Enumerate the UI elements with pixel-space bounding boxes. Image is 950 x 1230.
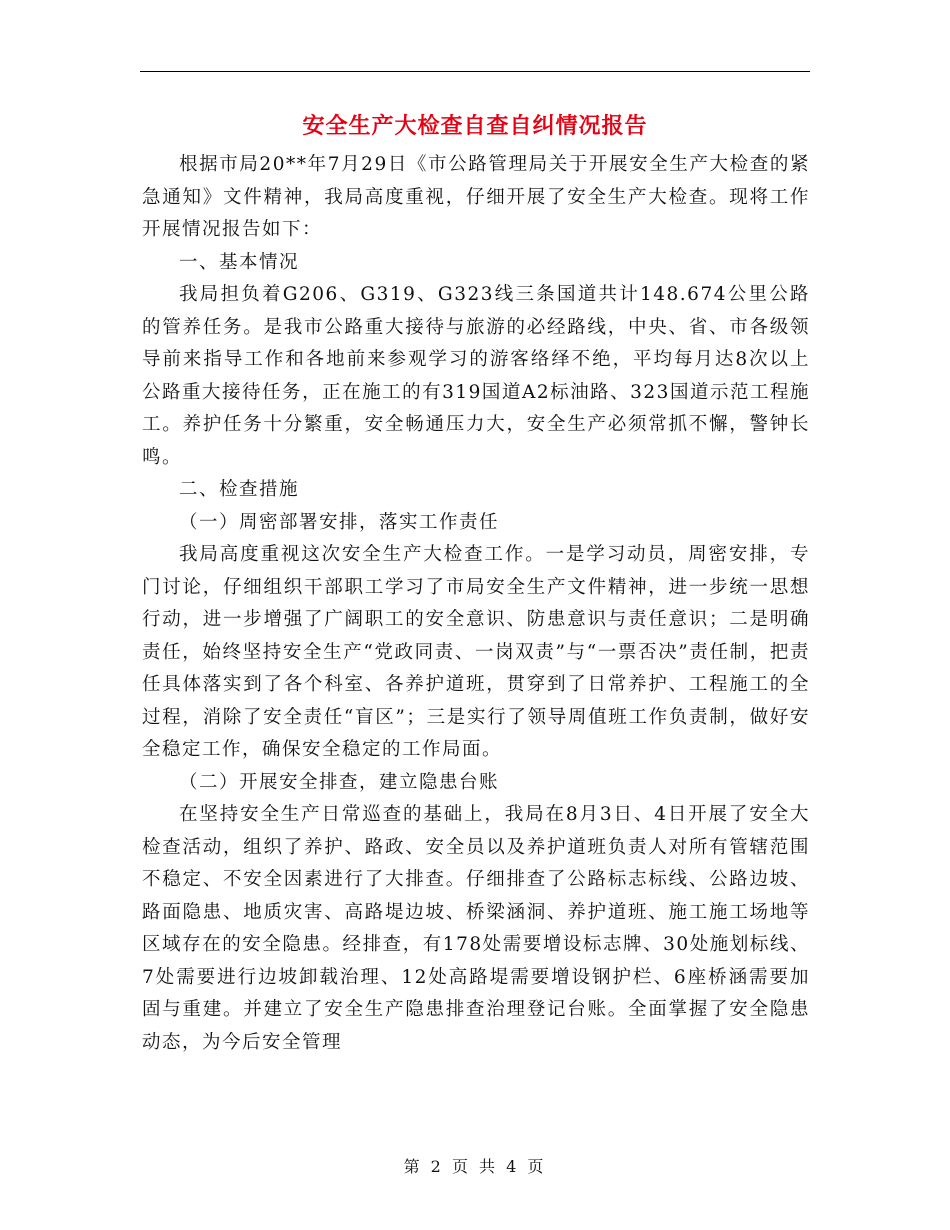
document-title: 安全生产大检查自查自纠情况报告 [302,114,648,139]
paragraph-measures-1: 我局高度重视这次安全生产大检查工作。一是学习动员，周密安排，专门讨论，仔细组织干部职工学习了市局安全生产文件精神，进一步统一思想行动，进一步增强了广阔职工的安全意识、防患意识与责任意识；二是明确责任，始终坚持安全生产“党政同责、一岗双责”与“一票否决”责任制，把责任具体落实到了各个科室、各养护道班，贯穿到了日常养护、工程施工的全过程，消除了安全责任“盲区”；三是实行了领导周值班工作负责制，做好安全稳定工作，确保安全稳定的工作局面。 [142,544,810,760]
paragraph-measures-2: 在坚持安全生产日常巡查的基础上，我局在8月3日、4日开展了安全大检查活动，组织了养护、路政、安全员以及养护道班负责人对所有管辖范围不稳定、不安全因素进行了大排查。仔细排查了公路标志标线、公路边坡、路面隐患、地质灾害、高路堤边坡、桥梁涵洞、养护道班、施工施工场地等区域存在的安全隐患。经排查，有178处需要增设标志牌、30处施划标线、7处需要进行边坡卸载治理、12处高路堤需要增设钢护栏、6座桥涵需要加固与重建。并建立了安全生产隐患排查治理登记台账。全面掌握了安全隐患动态，为今后安全管理 [142,804,810,1053]
paragraph-intro: 根据市局20**年7月29日《市公路管理局关于开展安全生产大检查的紧急通知》文件精神，我局高度重视，仔细开展了安全生产大检查。现将工作开展情况报告如下： [142,154,810,240]
page-number: 第 2 页 共 4 页 [403,1157,547,1176]
document-body [142,149,810,1059]
paragraph-basic-situation: 我局担负着G206、G319、G323线三条国道共计148.674公里公路的管养任务。是我市公路重大接待与旅游的必经路线，中央、省、市各级领导前来指导工作和各地前来参观学习的游客络绎不绝，平均每月达8次以上公路重大接待任务，正在施工的有319国道A2标油路、323国道示范工程施工。养护任务十分繁重，安全畅通压力大，安全生产必须常抓不懈，警钟长鸣。 [142,284,810,468]
section-heading-basic: 一、基本情况 [179,251,300,273]
section-heading-measures: 二、检查措施 [179,479,300,500]
subsection-heading-1: （一）周密部署安排，落实工作责任 [179,511,500,533]
subsection-heading-2: （二）开展安全排查，建立隐患台账 [179,771,500,793]
header-rule [140,71,810,72]
